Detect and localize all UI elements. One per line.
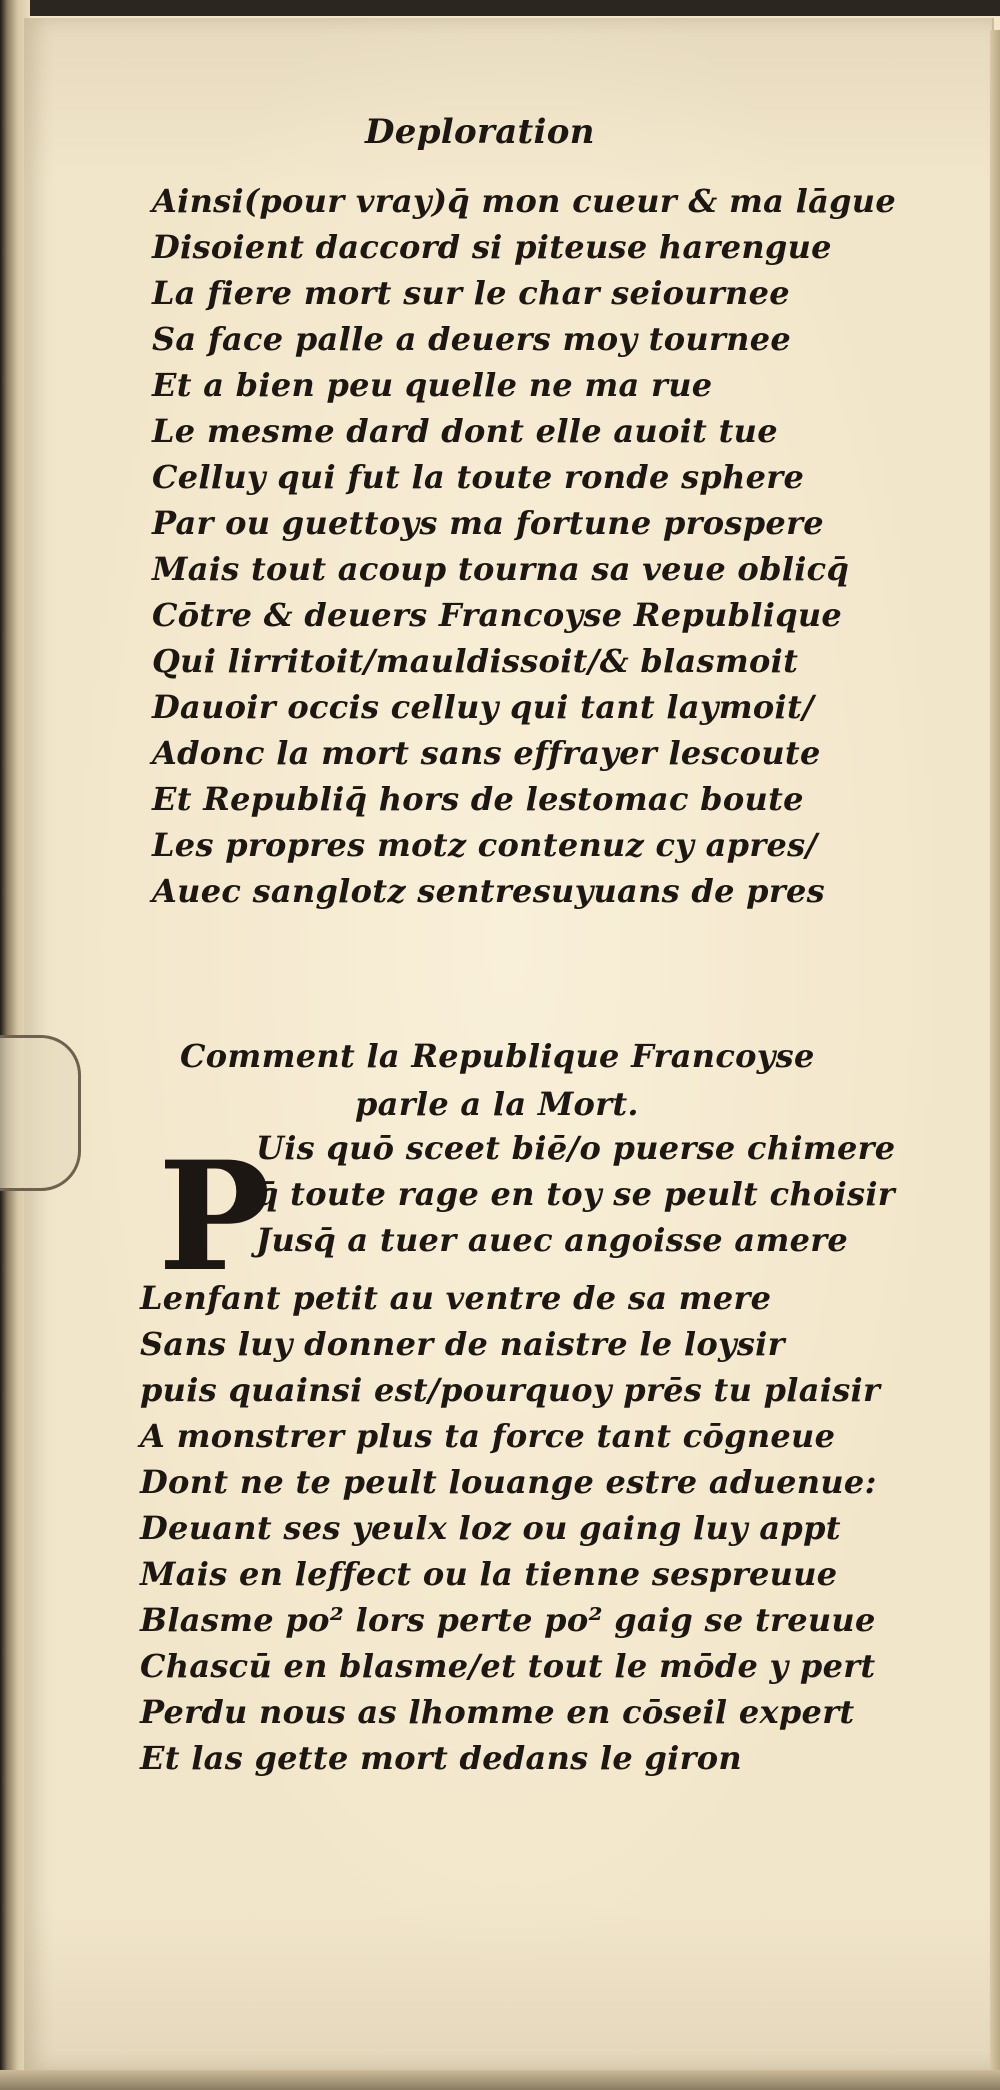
text-line: Mais en leffect ou la tienne sespreuue: [140, 1555, 838, 1593]
text-line: Dont ne te peult louange estre aduenue:: [140, 1463, 877, 1501]
stanza-one: [152, 178, 896, 914]
text-line: Qui lirritoit/mauldissoit/& blasmoit: [152, 642, 799, 680]
page-edge: [990, 30, 1000, 2070]
text-line: Perdu nous as lhomme en cōseil expert: [140, 1693, 855, 1731]
top-shadow: [0, 0, 1000, 16]
section-subheading: [180, 1032, 815, 1128]
text-line: Adonc la mort sans effrayer lescoute: [152, 734, 821, 772]
text-line: A monstrer plus ta force tant cōgneue: [140, 1417, 836, 1455]
decorated-initial: P: [158, 1129, 271, 1305]
text-line: Sans luy donner de naistre le loysir: [140, 1325, 785, 1363]
text-line: Et las gette mort dedans le giron: [140, 1739, 742, 1777]
text-line: Cōtre & deuers Francoyse Republique: [152, 596, 843, 634]
text-line: Mais tout acoup tourna sa veue oblicq̄: [152, 550, 850, 588]
text-line: Le mesme dard dont elle auoit tue: [152, 412, 778, 450]
text-line: q̄ toute rage en toy se peult choisir: [256, 1175, 895, 1213]
text-line: Chascū en blasme/et tout le mōde y pert: [140, 1647, 876, 1685]
text-line: Lenfant petit au ventre de sa mere: [140, 1279, 772, 1317]
bookmark-tab: [0, 1035, 81, 1191]
text-line: Et a bien peu quelle ne ma rue: [152, 366, 713, 404]
text-line: Celluy qui fut la toute ronde sphere: [152, 458, 805, 496]
bottom-edge: [0, 2070, 1000, 2090]
text-line: Par ou guettoys ma fortune prospere: [152, 504, 824, 542]
page-heading: Deploration: [365, 112, 595, 152]
text-line: Et Republiq̄ hors de lestomac boute: [152, 780, 804, 818]
subheading-line: Comment la Republique Francoyse: [180, 1037, 815, 1075]
text-line: Sa face palle a deuers moy tournee: [152, 320, 792, 358]
text-line: Ainsi(pour vray)q̄ mon cueur & ma lāgue: [152, 182, 897, 220]
text-line: Blasme po² lors perte po² gaig se treuue: [140, 1601, 876, 1639]
text-line: Deuant ses yeulx loz ou gaing luy appt: [140, 1509, 841, 1547]
initial-verse: [256, 1125, 895, 1263]
text-line: Disoient daccord si piteuse harengue: [152, 228, 832, 266]
text-line: La fiere mort sur le char seiournee: [152, 274, 790, 312]
text-line: Uis quō sceet biē/o puerse chimere: [256, 1129, 896, 1167]
text-line: puis quainsi est/pourquoy prēs tu plaisir: [140, 1371, 881, 1409]
text-line: Auec sanglotz sentresuyuans de pres: [152, 872, 825, 910]
text-line: Les propres motz contenuz cy apres/: [152, 826, 818, 864]
text-line: Jusq̄ a tuer auec angoisse amere: [256, 1221, 849, 1259]
text-line: Dauoir occis celluy qui tant laymoit/: [152, 688, 815, 726]
stanza-two: [140, 1275, 880, 1781]
subheading-line: parle a la Mort.: [355, 1085, 639, 1123]
